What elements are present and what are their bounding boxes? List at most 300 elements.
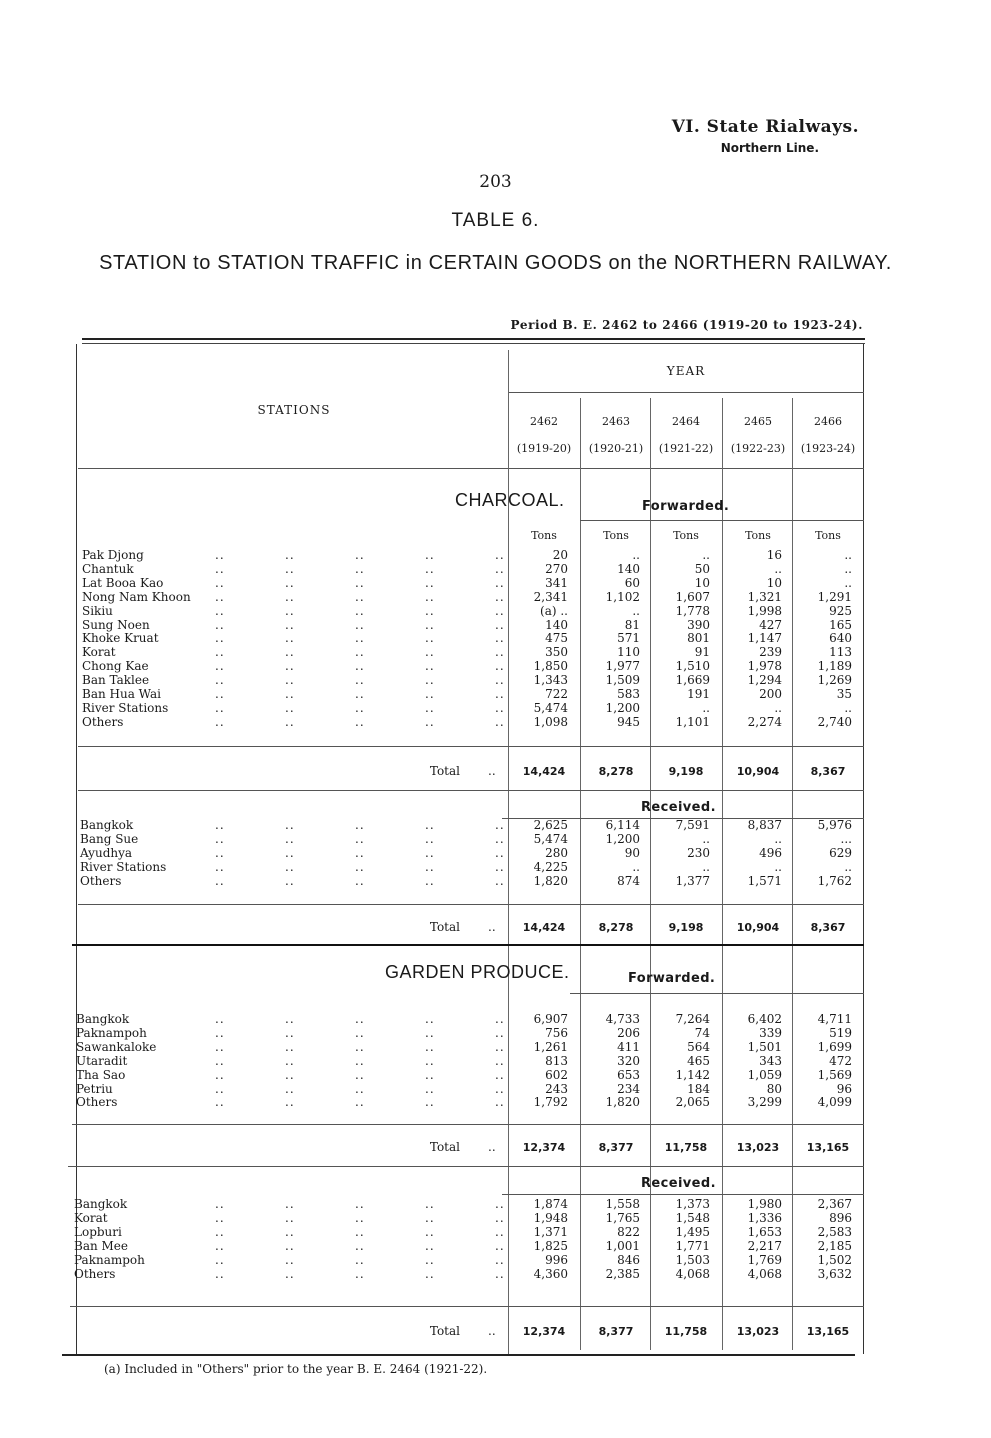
leader-dots: .. xyxy=(285,673,295,688)
table-cell: 1,771 xyxy=(675,1238,710,1253)
total-value: 13,165 xyxy=(806,1141,850,1154)
leader-dots: .. xyxy=(215,1197,225,1211)
leader-dots: .. xyxy=(495,659,505,674)
table-cell: 81 xyxy=(624,617,640,632)
station-name: River Stations xyxy=(82,700,169,715)
station-name: Others xyxy=(76,1095,118,1110)
total-label: Total xyxy=(429,764,460,778)
leader-dots: .. xyxy=(425,617,435,632)
leader-dots: .. xyxy=(488,1324,496,1338)
table-cell: 519 xyxy=(829,1025,852,1040)
table-cell: 10 xyxy=(766,575,782,590)
table-cell: 472 xyxy=(829,1053,852,1068)
leader-dots: .. xyxy=(425,631,435,646)
leader-dots: .. xyxy=(495,673,505,688)
leader-dots: .. xyxy=(215,1012,225,1026)
leader-dots: .. xyxy=(215,845,225,860)
stations-header: STATIONS xyxy=(257,403,331,417)
leader-dots: .. xyxy=(355,818,365,832)
station-name: Bangkok xyxy=(74,1197,128,1211)
leader-dots: .. xyxy=(488,920,496,934)
table-cell: 320 xyxy=(617,1053,640,1068)
total-value: 13,023 xyxy=(736,1325,780,1338)
leader-dots: .. xyxy=(495,1224,505,1239)
table-cell: .. xyxy=(844,700,852,715)
leader-dots: .. xyxy=(285,1197,295,1211)
table-cell: 343 xyxy=(759,1053,782,1068)
leader-dots: .. xyxy=(355,673,365,688)
table-cell: 230 xyxy=(687,845,710,860)
leader-dots: .. xyxy=(495,631,505,646)
leader-dots: .. xyxy=(215,859,225,874)
leader-dots: .. xyxy=(285,1238,295,1253)
leader-dots: .. xyxy=(495,1081,505,1096)
table-cell: 2,583 xyxy=(817,1224,852,1239)
total-value: 8,367 xyxy=(810,765,846,778)
table-cell: 16 xyxy=(766,548,782,562)
station-name: Lat Booa Kao xyxy=(82,575,164,590)
leader-dots: .. xyxy=(495,687,505,701)
station-name: Utaradit xyxy=(76,1053,128,1068)
table-cell: .. xyxy=(702,548,710,562)
leader-dots: .. xyxy=(355,1197,365,1211)
table-cell: 243 xyxy=(545,1081,568,1096)
leader-dots: .. xyxy=(355,845,365,860)
leader-dots: .. xyxy=(488,764,496,778)
table-cell: 4,225 xyxy=(533,859,568,874)
page-number: 203 xyxy=(479,172,512,192)
table-cell: 1,978 xyxy=(747,659,782,674)
station-name: Tha Sao xyxy=(76,1067,126,1082)
table-cell: 1,769 xyxy=(747,1252,782,1267)
leader-dots: .. xyxy=(355,1095,365,1110)
unit-label: Tons xyxy=(673,529,699,542)
leader-dots: .. xyxy=(425,1210,435,1225)
leader-dots: .. xyxy=(355,589,365,604)
leader-dots: .. xyxy=(355,859,365,874)
leader-dots: .. xyxy=(425,1238,435,1253)
leader-dots: .. xyxy=(425,1095,435,1110)
leader-dots: .. xyxy=(285,859,295,874)
leader-dots: .. xyxy=(285,561,295,576)
table-cell: 1,653 xyxy=(747,1224,782,1239)
leader-dots: .. xyxy=(285,687,295,701)
table-cell: 96 xyxy=(836,1081,852,1096)
station-name: Sawankaloke xyxy=(76,1039,157,1054)
leader-dots: .. xyxy=(355,1067,365,1082)
table-cell: 4,733 xyxy=(605,1012,640,1026)
line-name: Northern Line. xyxy=(720,141,819,155)
year-ce: (1921-22) xyxy=(658,442,714,455)
table-cell: 80 xyxy=(766,1081,782,1096)
leader-dots: .. xyxy=(495,1210,505,1225)
charcoal-forwarded-label: Forwarded. xyxy=(642,499,730,514)
leader-dots: .. xyxy=(495,548,505,562)
table-cell: 1,510 xyxy=(675,659,710,674)
leader-dots: .. xyxy=(425,673,435,688)
table-cell: 390 xyxy=(687,617,710,632)
table-cell: 1,792 xyxy=(533,1095,568,1110)
table-cell: 8,837 xyxy=(747,818,782,832)
table-cell: 1,503 xyxy=(675,1252,710,1267)
table-cell: 602 xyxy=(545,1067,568,1082)
leader-dots: .. xyxy=(355,645,365,660)
station-name: Nong Nam Khoon xyxy=(82,589,191,604)
table-cell: 496 xyxy=(759,845,782,860)
table-cell: 113 xyxy=(829,645,852,660)
leader-dots: .. xyxy=(355,575,365,590)
leader-dots: .. xyxy=(215,645,225,660)
total-value: 8,377 xyxy=(598,1325,634,1338)
table-cell: 7,264 xyxy=(675,1012,710,1026)
table-cell: 1,669 xyxy=(675,673,710,688)
rule xyxy=(70,1306,864,1307)
year-ce: (1922-23) xyxy=(730,442,786,455)
table-cell: 2,341 xyxy=(533,589,568,604)
leader-dots: .. xyxy=(215,1210,225,1225)
table-cell: 756 xyxy=(545,1025,568,1040)
leader-dots: .. xyxy=(215,818,225,832)
leader-dots: .. xyxy=(285,575,295,590)
year-be: 2462 xyxy=(530,415,558,428)
table-bottom-rule xyxy=(62,1354,855,1356)
table-cell: 801 xyxy=(687,631,710,646)
table-cell: 206 xyxy=(617,1025,640,1040)
leader-dots: .. xyxy=(215,589,225,604)
table-cell: 1,765 xyxy=(605,1210,640,1225)
header-bottom-rule xyxy=(78,468,864,469)
table-cell: 1,825 xyxy=(533,1238,568,1253)
table-cell: 1,343 xyxy=(533,673,568,688)
table-cell: 1,548 xyxy=(675,1210,710,1225)
total-value: 14,424 xyxy=(522,765,566,778)
table-cell: 1,371 xyxy=(533,1224,568,1239)
leader-dots: .. xyxy=(425,859,435,874)
leader-dots: .. xyxy=(215,673,225,688)
table-cell: 90 xyxy=(624,845,640,860)
year-header: YEAR xyxy=(666,364,706,378)
total-value: 11,758 xyxy=(664,1325,708,1338)
station-name: Others xyxy=(80,873,122,888)
table-cell: 465 xyxy=(687,1053,710,1068)
leader-dots: .. xyxy=(285,1081,295,1096)
table-cell: 1,261 xyxy=(533,1039,568,1054)
leader-dots: .. xyxy=(495,617,505,632)
table-cell: .. xyxy=(844,548,852,562)
table-cell: 7,591 xyxy=(675,818,710,832)
leader-dots: .. xyxy=(215,561,225,576)
leader-dots: .. xyxy=(285,617,295,632)
leader-dots: .. xyxy=(355,561,365,576)
table-cell: 1,377 xyxy=(675,873,710,888)
leader-dots: .. xyxy=(425,1067,435,1082)
station-name: Ban Mee xyxy=(74,1238,129,1253)
leader-dots: .. xyxy=(495,645,505,660)
table-cell: 140 xyxy=(617,561,640,576)
garden-received-label: Received. xyxy=(641,1176,716,1191)
leader-dots: .. xyxy=(285,831,295,846)
table-top-rule-thin xyxy=(82,343,865,344)
rule xyxy=(68,1166,864,1167)
table-cell: .. xyxy=(774,831,782,846)
section-title: VI. State Rialways. xyxy=(671,117,859,137)
table-cell: 2,274 xyxy=(747,714,782,729)
table-cell: 1,948 xyxy=(533,1210,568,1225)
leader-dots: .. xyxy=(355,714,365,729)
table-cell: (a) .. xyxy=(540,603,568,618)
leader-dots: .. xyxy=(425,603,435,618)
rule xyxy=(78,904,864,905)
leader-dots: .. xyxy=(285,631,295,646)
leader-dots: .. xyxy=(495,831,505,846)
section-header xyxy=(672,117,859,155)
leader-dots: .. xyxy=(425,1053,435,1068)
leader-dots: .. xyxy=(425,645,435,660)
table-cell: 4,360 xyxy=(533,1266,568,1281)
table-cell: 6,907 xyxy=(533,1012,568,1026)
table-cell: 10 xyxy=(694,575,710,590)
charcoal-title: CHARCOAL. xyxy=(455,490,565,510)
leader-dots: .. xyxy=(495,1197,505,1211)
leader-dots: .. xyxy=(495,575,505,590)
table-cell: 3,299 xyxy=(747,1095,782,1110)
station-name: Ban Hua Wai xyxy=(82,687,161,701)
table-cell: 1,509 xyxy=(605,673,640,688)
leader-dots: .. xyxy=(425,831,435,846)
year-be: 2465 xyxy=(744,415,772,428)
leader-dots: .. xyxy=(215,617,225,632)
year-be: 2464 xyxy=(672,415,700,428)
table-cell: 945 xyxy=(617,714,640,729)
table-cell: 239 xyxy=(759,645,782,660)
table-cell: 200 xyxy=(759,687,782,701)
total-value: 11,758 xyxy=(664,1141,708,1154)
leader-dots: .. xyxy=(425,659,435,674)
table-cell: 1,495 xyxy=(675,1224,710,1239)
table-cell: 3,632 xyxy=(817,1266,852,1281)
table-cell: 2,367 xyxy=(817,1197,852,1211)
total-value: 13,165 xyxy=(806,1325,850,1338)
leader-dots: .. xyxy=(215,575,225,590)
table-cell: 411 xyxy=(617,1039,640,1054)
total-label: Total xyxy=(429,1324,460,1338)
leader-dots: .. xyxy=(215,603,225,618)
station-name: Paknampoh xyxy=(76,1025,147,1040)
leader-dots: .. xyxy=(425,1224,435,1239)
table-cell: 234 xyxy=(617,1081,640,1096)
leader-dots: .. xyxy=(488,1140,496,1154)
table-cell: .. xyxy=(702,859,710,874)
unit-label: Tons xyxy=(531,529,557,542)
year-be: 2463 xyxy=(602,415,630,428)
table-cell: 91 xyxy=(694,645,710,660)
station-name: Khoke Kruat xyxy=(82,631,159,646)
table-cell: 1,820 xyxy=(533,873,568,888)
table-cell: 571 xyxy=(617,631,640,646)
station-name: Sikiu xyxy=(82,603,113,618)
leader-dots: .. xyxy=(495,1025,505,1040)
table-cell: .. xyxy=(844,561,852,576)
table-cell: 5,474 xyxy=(533,831,568,846)
table-cell: 629 xyxy=(829,845,852,860)
total-value: 14,424 xyxy=(522,921,566,934)
period-caption: Period B. E. 2462 to 2466 (1919-20 to 1923-24). xyxy=(510,318,863,332)
table-cell: 653 xyxy=(617,1067,640,1082)
table-cell: .. xyxy=(632,548,640,562)
garden-forwarded-label: Forwarded. xyxy=(628,971,716,986)
leader-dots: .. xyxy=(495,1095,505,1110)
charcoal-received-label: Received. xyxy=(641,800,716,815)
leader-dots: .. xyxy=(355,603,365,618)
table-cell: 339 xyxy=(759,1025,782,1040)
leader-dots: .. xyxy=(215,1081,225,1096)
leader-dots: .. xyxy=(355,1039,365,1054)
table-cell: 4,068 xyxy=(675,1266,710,1281)
total-value: 9,198 xyxy=(668,765,704,778)
table-cell: 140 xyxy=(545,617,568,632)
leader-dots: .. xyxy=(495,1252,505,1267)
leader-dots: .. xyxy=(285,1210,295,1225)
unit-label: Tons xyxy=(603,529,629,542)
leader-dots: .. xyxy=(355,1266,365,1281)
rule xyxy=(72,1124,864,1125)
leader-dots: .. xyxy=(355,548,365,562)
rule xyxy=(570,993,864,994)
table-cell: 1,294 xyxy=(747,673,782,688)
leader-dots: .. xyxy=(285,1266,295,1281)
leader-dots: .. xyxy=(285,845,295,860)
leader-dots: .. xyxy=(425,575,435,590)
leader-dots: .. xyxy=(425,818,435,832)
unit-label: Tons xyxy=(745,529,771,542)
total-label: Total xyxy=(429,920,460,934)
total-value: 8,377 xyxy=(598,1141,634,1154)
table-cell: 191 xyxy=(687,687,710,701)
table-cell: 1,373 xyxy=(675,1197,710,1211)
station-name: Petriu xyxy=(76,1081,113,1096)
total-value: 8,278 xyxy=(598,921,634,934)
table-label: TABLE 6. xyxy=(451,210,540,231)
table-cell: 1,980 xyxy=(747,1197,782,1211)
year-rule xyxy=(508,392,864,393)
table-cell: 640 xyxy=(829,631,852,646)
table-cell: 583 xyxy=(617,687,640,701)
table-cell: 1,571 xyxy=(747,873,782,888)
leader-dots: .. xyxy=(215,1224,225,1239)
rule xyxy=(78,790,864,791)
table-cell: 1,001 xyxy=(605,1238,640,1253)
leader-dots: .. xyxy=(285,700,295,715)
table-cell: 4,099 xyxy=(817,1095,852,1110)
leader-dots: .. xyxy=(215,659,225,674)
leader-dots: .. xyxy=(355,1238,365,1253)
leader-dots: .. xyxy=(425,845,435,860)
table-cell: 475 xyxy=(545,631,568,646)
year-ce: (1919-20) xyxy=(516,442,572,455)
table-cell: 2,625 xyxy=(533,818,568,832)
station-name: Bangkok xyxy=(76,1012,130,1026)
leader-dots: .. xyxy=(495,1039,505,1054)
leader-dots: .. xyxy=(425,561,435,576)
table-cell: .. xyxy=(632,603,640,618)
leader-dots: .. xyxy=(285,1224,295,1239)
table-cell: 50 xyxy=(694,561,710,576)
station-name: Korat xyxy=(82,645,116,660)
table-cell: 1,607 xyxy=(675,589,710,604)
footnote: (a) Included in "Others" prior to the year B. E. 2464 (1921-22). xyxy=(104,1362,488,1376)
table-cell: 2,217 xyxy=(747,1238,782,1253)
rule xyxy=(502,1194,864,1195)
leader-dots: .. xyxy=(215,1067,225,1082)
leader-dots: .. xyxy=(495,1067,505,1082)
year-ce: (1920-21) xyxy=(588,442,644,455)
table-cell: .. xyxy=(632,859,640,874)
station-name: Bang Sue xyxy=(80,831,139,846)
table-cell: 35 xyxy=(836,687,852,701)
table-cell: 1,200 xyxy=(605,831,640,846)
table-cell: 5,474 xyxy=(533,700,568,715)
page-title: STATION to STATION TRAFFIC in CERTAIN GOODS on the NORTHERN RAILWAY. xyxy=(99,252,892,274)
leader-dots: .. xyxy=(285,659,295,674)
table-cell: 1,977 xyxy=(605,659,640,674)
table-cell: 874 xyxy=(617,873,640,888)
table-cell: .. xyxy=(844,859,852,874)
table-cell: 6,114 xyxy=(605,818,640,832)
table-cell: 1,998 xyxy=(747,603,782,618)
leader-dots: .. xyxy=(285,818,295,832)
table-cell: 1,874 xyxy=(533,1197,568,1211)
total-label: Total xyxy=(429,1140,460,1154)
station-name: Others xyxy=(82,714,124,729)
table-cell: 110 xyxy=(617,645,640,660)
leader-dots: .. xyxy=(355,631,365,646)
leader-dots: .. xyxy=(285,1039,295,1054)
total-value: 12,374 xyxy=(522,1141,566,1154)
table-cell: 1,147 xyxy=(747,631,782,646)
table-cell: 1,762 xyxy=(817,873,852,888)
table-cell: 74 xyxy=(694,1025,710,1040)
leader-dots: .. xyxy=(215,548,225,562)
garden-title: GARDEN PRODUCE. xyxy=(385,962,570,982)
leader-dots: .. xyxy=(355,700,365,715)
leader-dots: .. xyxy=(425,873,435,888)
total-value: 10,904 xyxy=(736,765,780,778)
total-value: 8,278 xyxy=(598,765,634,778)
table-cell: 6,402 xyxy=(747,1012,782,1026)
table-cell: 813 xyxy=(545,1053,568,1068)
table-cell: .. xyxy=(844,575,852,590)
table-cell: 1,269 xyxy=(817,673,852,688)
station-name: Chantuk xyxy=(82,561,134,576)
table-cell: 270 xyxy=(545,561,568,576)
leader-dots: .. xyxy=(355,1053,365,1068)
leader-dots: .. xyxy=(355,831,365,846)
leader-dots: .. xyxy=(425,1197,435,1211)
station-name: Ayudhya xyxy=(80,845,133,860)
leader-dots: .. xyxy=(425,548,435,562)
table-cell: 165 xyxy=(829,617,852,632)
table-right-border xyxy=(863,344,864,1354)
table-cell: 2,065 xyxy=(675,1095,710,1110)
table-cell: 184 xyxy=(687,1081,710,1096)
leader-dots: .. xyxy=(285,714,295,729)
leader-dots: .. xyxy=(495,859,505,874)
table-cell: 896 xyxy=(829,1210,852,1225)
table-cell: ... xyxy=(840,831,852,846)
leader-dots: .. xyxy=(285,589,295,604)
leader-dots: .. xyxy=(285,645,295,660)
leader-dots: .. xyxy=(215,687,225,701)
